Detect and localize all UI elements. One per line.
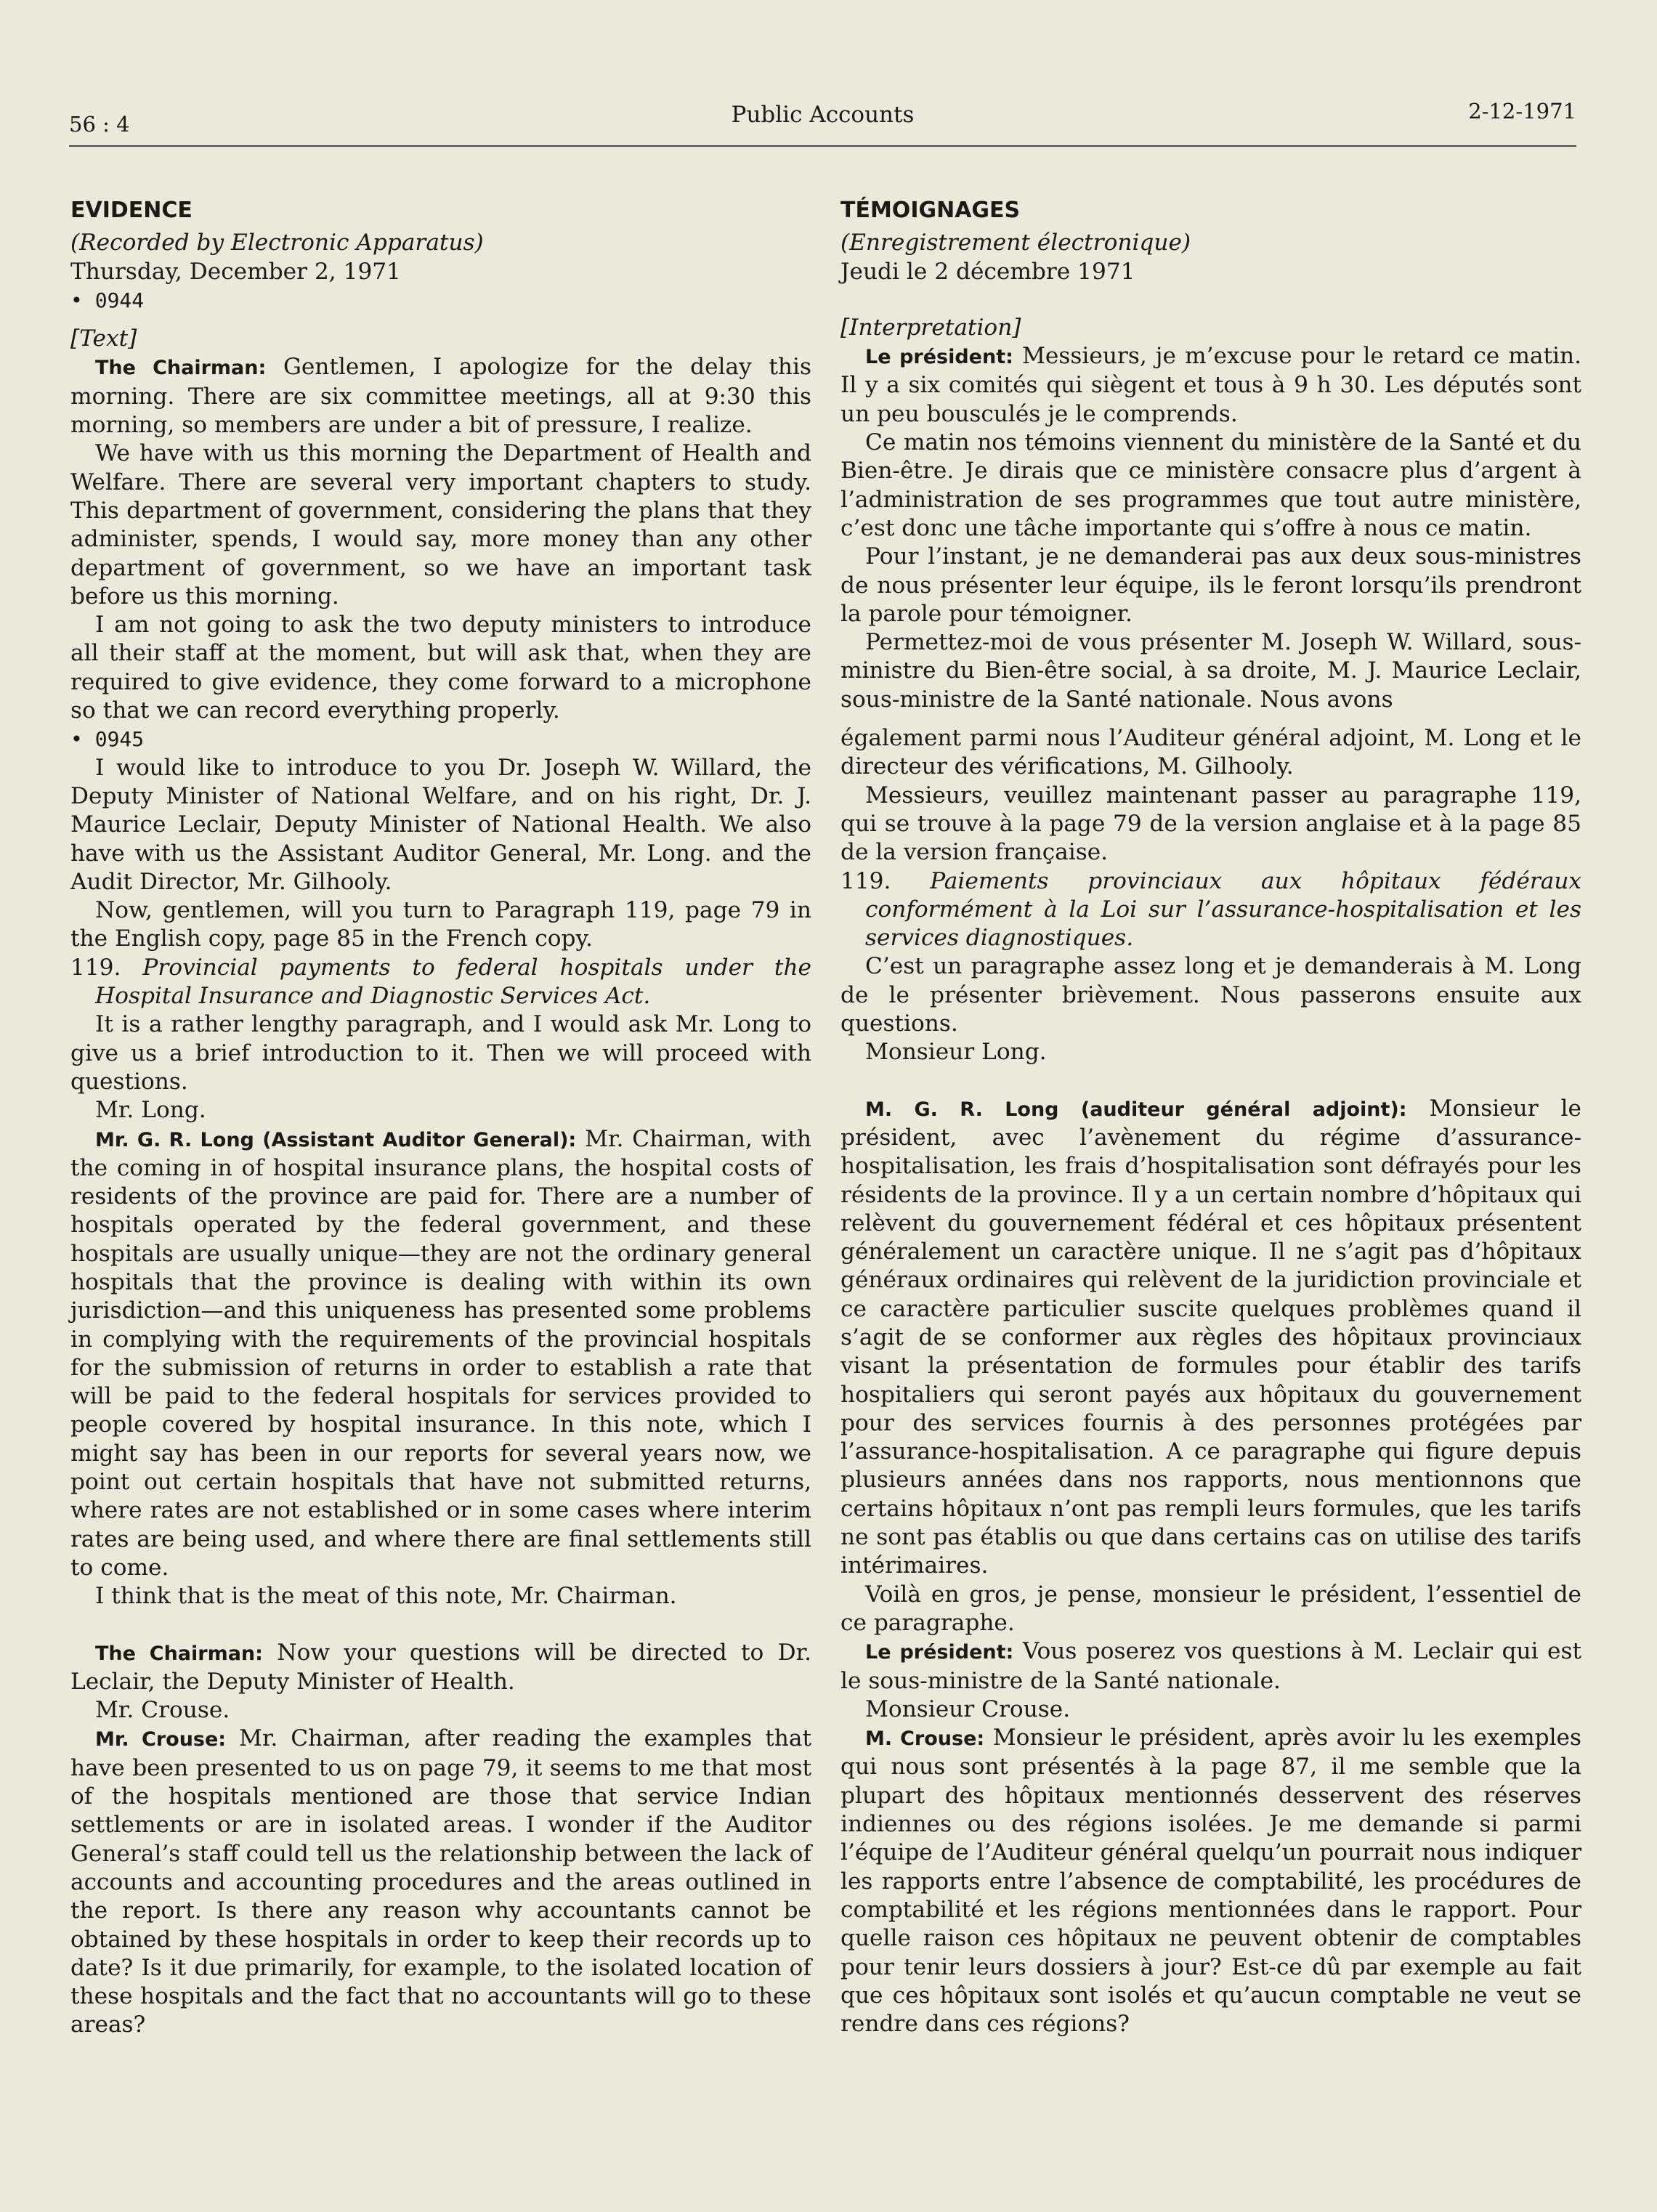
speech-paragraph: Pour l’instant, je ne demanderai pas aux deux sous-ministres de nous présenter leur équipe, ils le feront lorsqu’ils prendront la parole pour témoigner.	[840, 543, 1581, 627]
speech-paragraph: We have with us this morning the Department of Health and Welfare. There are several very important chapters to study. This department of government, considering the plans that they administer, spends, I would say, more money than any other department of government, so we have an important task before us this morning.	[70, 440, 811, 609]
speaker-label: M. Crouse:	[865, 1727, 985, 1751]
french-column	[840, 196, 1581, 2038]
speech-paragraph: Mr. G. R. Long (Assistant Auditor General): Mr. Chairman, with the coming in of hospital insurance plans, the hospital costs of residents of the province are paid for. There are a number of hospitals operated by the federal government, and these hospitals are usually unique—they are not the ordinary general hospitals that the province is dealing with within its own jurisdiction—and this uniqueness has presented some problems in complying with the requirements of the provincial hospitals for the submission of returns in order to establish a rate that will be paid to the federal hospitals for services provided to people covered by hospital insurance. In this note, which I might say has been in our reports for several years now, we point out certain hospitals that have not submitted returns, where rates are not established or in some cases where interim rates are being used, and where there are final settlements still to come.	[70, 1125, 811, 1581]
speech-paragraph: Monsieur Crouse.	[865, 1696, 1071, 1722]
speech-paragraph: Now, gentlemen, will you turn to Paragraph 119, page 79 in the English copy, page 85 in the French copy.	[70, 897, 811, 952]
speech-paragraph: M. G. R. Long (auditeur général adjoint): Monsieur le président, avec l’avènement du régime d’assurance-hospitalisation, les frais d’hospitalisation sont défrayés pour les résidents de la province. Il y a un certain nombre d’hôpitaux qui relèvent du gouvernement fédéral et ces hôpitaux présentent généralement un caractère unique. Il ne s’agit pas d’hôpitaux généraux ordinaires qui relèvent de la juridiction provinciale et ce caractère particulier suscite quelques problèmes quand il s’agit de se conformer aux règles des hôpitaux provinciaux visant la présentation de formules pour établir des tarifs hospitaliers qui seront payés aux hôpitaux du gouvernement pour des services fournis à des personnes protégées par l’assurance-hospitalisation. A ce paragraphe qui figure depuis plusieurs années dans nos rapports, nous mentionnons que certains hôpitaux n’ont pas rempli leurs formules, que les tarifs ne sont pas établis ou que dans certains cas on utilise des tarifs intérimaires.	[840, 1095, 1581, 1579]
speech-paragraph: I would like to introduce to you Dr. Joseph W. Willard, the Deputy Minister of National Welfare, and on his right, Dr. J. Maurice Leclair, Deputy Minister of National Health. We also have with us the Assistant Auditor General, Mr. Long. and the Audit Director, Mr. Gilhooly.	[70, 754, 811, 895]
recording-note: (Recorded by Electronic Apparatus)	[70, 230, 484, 256]
speaker-label: The Chairman:	[95, 357, 267, 380]
speaker-label: M. G. R. Long (auditeur général adjoint):	[865, 1098, 1407, 1121]
temoignages-heading: TÉMOIGNAGES	[840, 198, 1021, 223]
page-number: 56 : 4	[69, 112, 130, 137]
interpretation-tag: [Interpretation]	[840, 314, 1021, 341]
paragraph-reference: 119. Paiements provinciaux aux hôpitaux fédéraux conformément à la Loi sur l’assurance-hospitalisation et les services diagnostiques.	[840, 867, 1581, 952]
session-date: Jeudi le 2 décembre 1971	[840, 258, 1135, 285]
header-date: 2-12-1971	[1468, 99, 1576, 123]
speech-paragraph: Mr. Crouse.	[95, 1697, 230, 1724]
english-column	[70, 196, 811, 2040]
speech-paragraph: I think that is the meat of this note, Mr. Chairman.	[95, 1583, 677, 1610]
timestamp: • 0944	[70, 288, 145, 312]
speech-paragraph: It is a rather lengthy paragraph, and I would ask Mr. Long to give us a brief introduction to it. Then we will proceed with questions.	[70, 1011, 811, 1095]
speech-paragraph: Mr. Long.	[95, 1097, 206, 1124]
speech-paragraph: Monsieur Long.	[865, 1039, 1047, 1066]
speaker-label: Mr. G. R. Long (Assistant Auditor General):	[95, 1128, 577, 1151]
speaker-label: Le président:	[865, 346, 1013, 369]
speech-paragraph: Le président: Vous poserez vos questions à M. Leclair qui est le sous-ministre de la Santé nationale.	[840, 1638, 1581, 1694]
paragraph-reference: 119. Provincial payments to federal hospitals under the Hospital Insurance and Diagnostic Services Act.	[70, 954, 811, 1010]
speaker-label: Mr. Crouse:	[95, 1728, 227, 1751]
speech-paragraph: Permettez-moi de vous présenter M. Joseph W. Willard, sous-ministre du Bien-être social, à sa droite, M. J. Maurice Leclair, sous-ministre de la Santé nationale. Nous avons	[840, 629, 1581, 713]
speaker-label: Le président:	[865, 1641, 1014, 1664]
page-header	[69, 99, 1576, 147]
timestamp: • 0945	[70, 727, 145, 752]
speech-paragraph: Le président: Messieurs, je m’excuse pour le retard ce matin. Il y a six comités qui siègent et tous à 9 h 30. Les députés sont un peu bousculés je le comprends.	[840, 343, 1581, 427]
speaker-label: The Chairman:	[95, 1642, 263, 1665]
speech-paragraph: The Chairman: Gentlemen, I apologize for the delay this morning. There are six committee meetings, all at 9:30 this morning, so members are under a bit of pressure, I realize.	[70, 354, 811, 439]
evidence-heading: EVIDENCE	[70, 198, 193, 223]
speech-paragraph: C’est un paragraphe assez long et je demanderais à M. Long de le présenter brièvement. Nous passerons ensuite aux questions.	[840, 953, 1581, 1037]
recording-note: (Enregistrement électronique)	[840, 230, 1191, 256]
speech-paragraph: I am not going to ask the two deputy ministers to introduce all their staff at the moment, but will ask that, when they are required to give evidence, they come forward to a microphone so that we can record everything properly.	[70, 612, 811, 724]
speech-paragraph: M. Crouse: Monsieur le président, après avoir lu les exemples qui nous sont présentés à la page 87, il me semble que la plupart des hôpitaux mentionnés desservent des réserves indiennes ou des régions isolées. Je me demande si parmi l’équipe de l’Auditeur général quelqu’un pourrait nous indiquer les rapports entre l’absence de comptabilité, les procédures de comptabilité et les régions mentionnées dans le rapport. Pour quelle raison ces hôpitaux ne peuvent obtenir de comptables pour tenir leurs dossiers à jour? Est-ce dû par exemple au fait que ces hôpitaux sont isolés et qu’aucun comptable ne veut se rendre dans ces régions?	[840, 1725, 1582, 2038]
text-tag: [Text]	[70, 325, 137, 352]
speech-paragraph: également parmi nous l’Auditeur général adjoint, M. Long et le directeur des vérifications, M. Gilhooly.	[840, 725, 1581, 780]
speech-paragraph: Voilà en gros, je pense, monsieur le président, l’essentiel de ce paragraphe.	[840, 1581, 1581, 1636]
session-date: Thursday, December 2, 1971	[70, 258, 401, 285]
speech-paragraph: The Chairman: Now your questions will be directed to Dr. Leclair, the Deputy Minister of Health.	[70, 1639, 811, 1695]
speech-paragraph: Mr. Crouse: Mr. Chairman, after reading the examples that have been presented to us on page 79, it seems to me that most of the hospitals mentioned are those that service Indian settlements or are in isolated areas. I wonder if the Auditor General’s staff could tell us the relationship between the lack of accounts and accounting procedures and the areas outlined in the report. Is there any reason why accountants cannot be obtained by these hospitals in order to keep their records up to date? Is it due primarily, for example, to the isolated location of these hospitals and the fact that no accountants will go to these areas?	[70, 1725, 811, 2038]
speech-paragraph: Ce matin nos témoins viennent du ministère de la Santé et du Bien-être. Je dirais que ce ministère consacre plus d’argent à l’administration de ses programmes que tout autre ministère, c’est donc une tâche importante qui s’offre à nous ce matin.	[840, 429, 1581, 541]
speech-paragraph: Messieurs, veuillez maintenant passer au paragraphe 119, qui se trouve à la page 79 de la version anglaise et à la page 85 de la version française.	[840, 782, 1581, 866]
running-title: Public Accounts	[731, 102, 915, 128]
